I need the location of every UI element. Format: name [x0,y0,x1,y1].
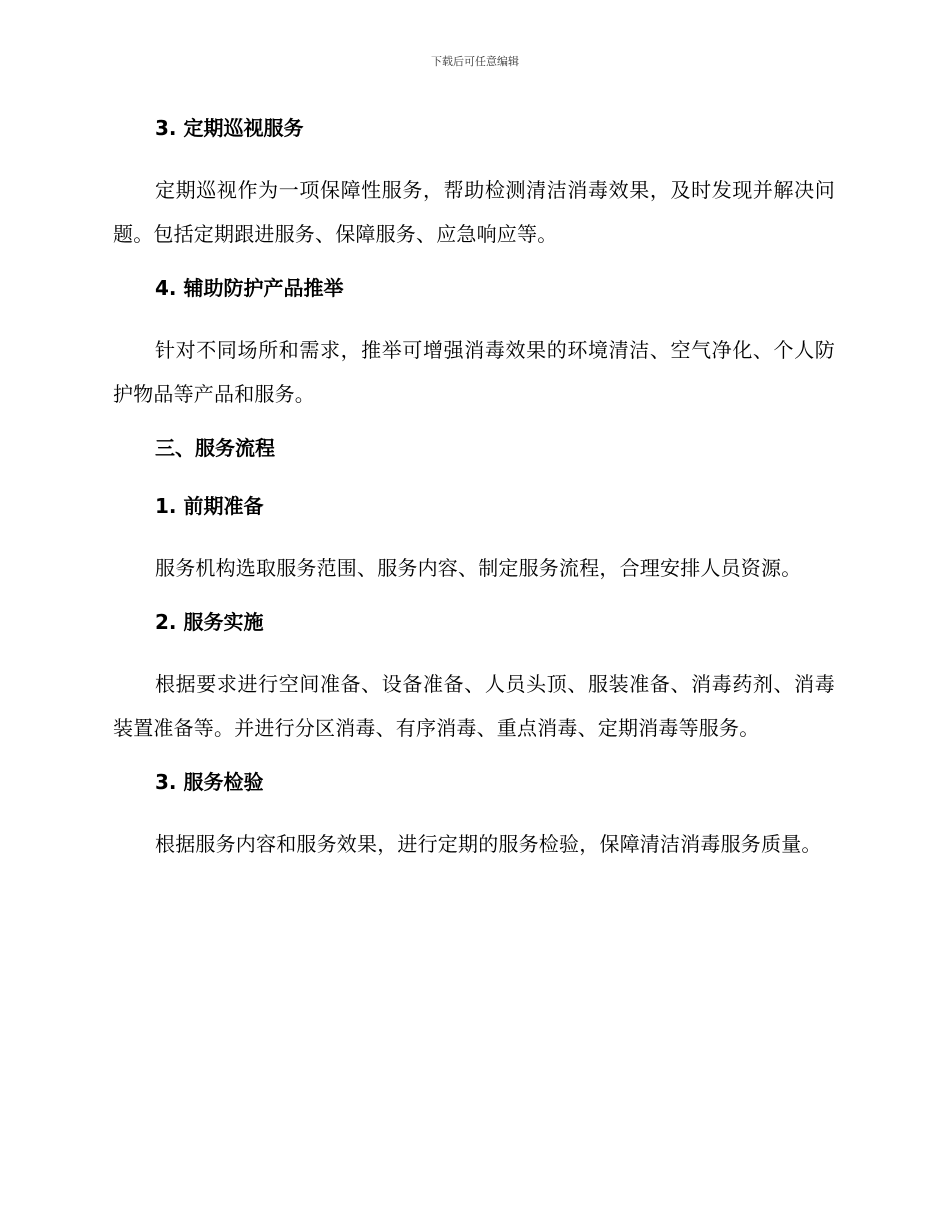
paragraph-protective-products: 针对不同场所和需求，推举可增强消毒效果的环境清洁、空气净化、个人防护物品等产品和服务。 [113,338,835,406]
paragraph-periodic-inspection: 定期巡视作为一项保障性服务，帮助检测清洁消毒效果，及时发现并解决问题。包括定期跟进服务、保障服务、应急响应等。 [113,178,835,246]
section-heading-protective-products: 4. 辅助防护产品推举 [155,276,344,300]
document-body [113,110,835,880]
page-header: 下载后可任意编辑 [431,55,519,68]
paragraph-implementation: 根据要求进行空间准备、设备准备、人员头顶、服装准备、消毒药剂、消毒装置准备等。并进行分区消毒、有序消毒、重点消毒、定期消毒等服务。 [113,672,835,740]
paragraph-inspection: 根据服务内容和服务效果，进行定期的服务检验，保障清洁消毒服务质量。 [155,832,822,856]
section-heading-periodic-inspection: 3. 定期巡视服务 [155,116,304,140]
section-heading-inspection: 3. 服务检验 [155,770,264,794]
section-heading-preparation: 1. 前期准备 [155,494,264,518]
chapter-heading-service-process: 三、服务流程 [155,436,275,460]
section-heading-implementation: 2. 服务实施 [155,610,264,634]
paragraph-preparation: 服务机构选取服务范围、服务内容、制定服务流程，合理安排人员资源。 [155,556,802,580]
